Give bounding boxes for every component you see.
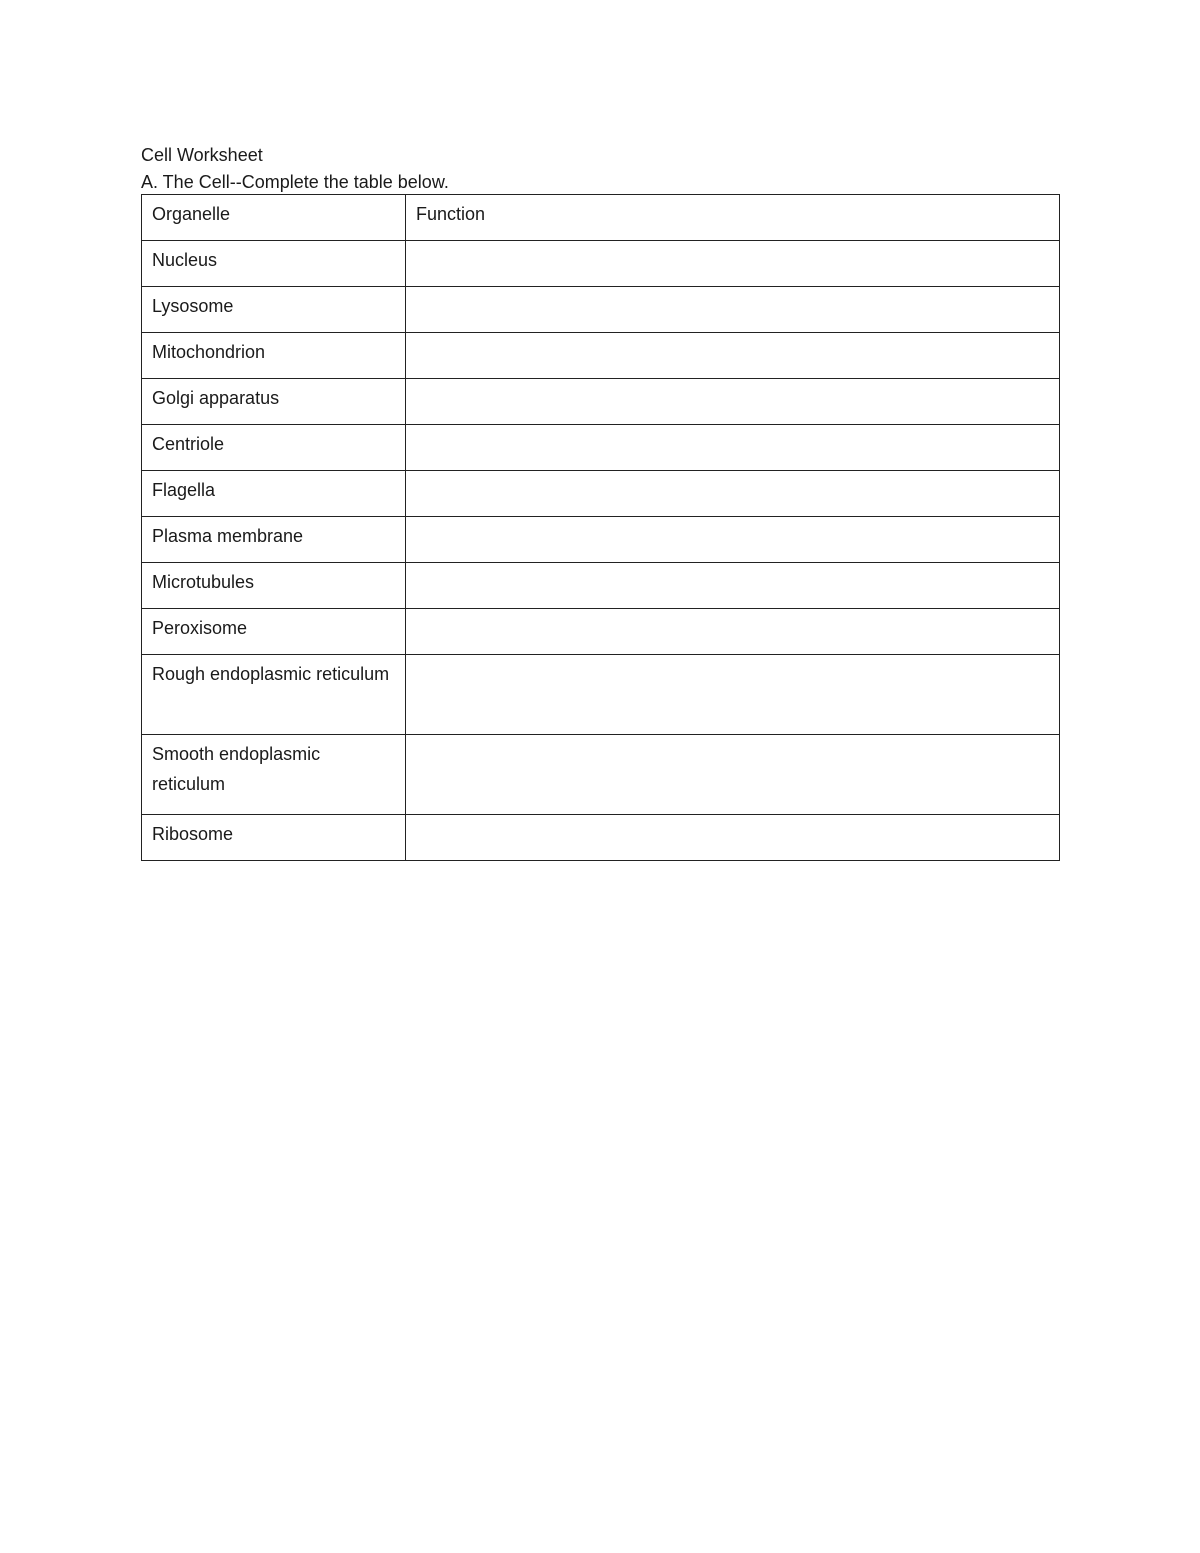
organelle-cell: Microtubules (142, 563, 406, 609)
table-row (142, 517, 1060, 563)
function-cell[interactable] (406, 333, 1060, 379)
organelle-cell: Rough endoplasmic reticulum (142, 655, 406, 735)
organelle-cell: Centriole (142, 425, 406, 471)
table-row (142, 241, 1060, 287)
organelle-cell: Plasma membrane (142, 517, 406, 563)
section-instruction: A. The Cell--Complete the table below. (141, 172, 449, 192)
organelle-cell: Mitochondrion (142, 333, 406, 379)
table-row (142, 563, 1060, 609)
table-row (142, 609, 1060, 655)
table-row (142, 655, 1060, 735)
function-cell[interactable] (406, 609, 1060, 655)
table-row (142, 287, 1060, 333)
table-row (142, 333, 1060, 379)
organelle-cell: Ribosome (142, 815, 406, 861)
function-cell[interactable] (406, 425, 1060, 471)
table-row (142, 471, 1060, 517)
page-title: Cell Worksheet (141, 145, 263, 165)
table-row (142, 735, 1060, 815)
function-cell[interactable] (406, 655, 1060, 735)
organelle-cell: Peroxisome (142, 609, 406, 655)
table-row (142, 379, 1060, 425)
function-cell[interactable] (406, 563, 1060, 609)
function-column-header: Function (406, 195, 1060, 241)
function-cell[interactable] (406, 815, 1060, 861)
function-cell[interactable] (406, 517, 1060, 563)
table-row (142, 815, 1060, 861)
function-cell[interactable] (406, 241, 1060, 287)
function-cell[interactable] (406, 471, 1060, 517)
function-cell[interactable] (406, 735, 1060, 815)
organelle-cell: Nucleus (142, 241, 406, 287)
organelle-cell: Lysosome (142, 287, 406, 333)
organelle-column-header: Organelle (142, 195, 406, 241)
organelle-cell: Flagella (142, 471, 406, 517)
organelle-cell: Smooth endoplasmic reticulum (142, 735, 406, 815)
organelle-cell: Golgi apparatus (142, 379, 406, 425)
function-cell[interactable] (406, 287, 1060, 333)
table-row (142, 425, 1060, 471)
organelle-function-table (141, 194, 1060, 861)
function-cell[interactable] (406, 379, 1060, 425)
table-header-row (142, 195, 1060, 241)
